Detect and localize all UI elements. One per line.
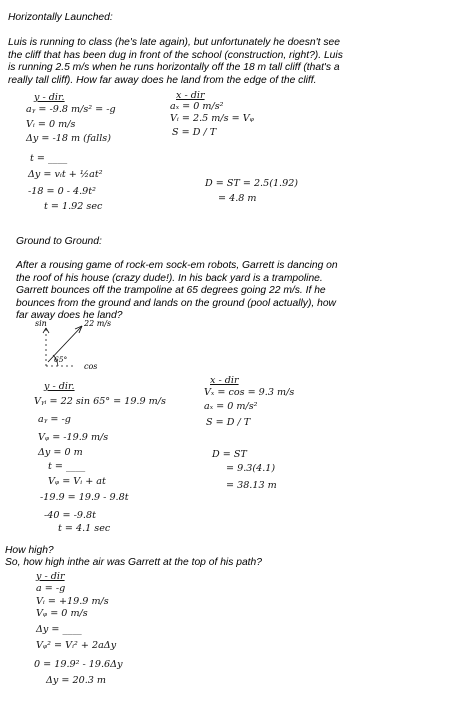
xdir-header: x - dir	[210, 375, 239, 386]
work-line: Δy = -18 m (falls)	[26, 133, 111, 144]
answer-line: = 9.3(4.1)	[226, 463, 276, 474]
work-line: t = ____	[48, 461, 86, 472]
velocity-vector-diagram	[28, 318, 118, 374]
work-line: Vᵧᵢ = 22 sin 65° = 19.9 m/s	[34, 396, 166, 407]
work-line: Vᵢ = +19.9 m/s	[36, 596, 109, 607]
diagram-sin-label: sin	[35, 319, 47, 328]
answer-line: = 4.8 m	[218, 193, 257, 204]
work-line: Vᵩ = Vᵢ + at	[48, 476, 106, 487]
problem-line: really tall cliff). How far away does he land from the edge of the cliff.	[8, 74, 317, 86]
section1-heading: Horizontally Launched:	[8, 12, 113, 23]
work-line: t = ____	[30, 153, 68, 164]
work-line: Vᵢ = 2.5 m/s = Vᵩ	[170, 113, 254, 124]
section1-problem	[8, 37, 468, 87]
ydir-header: y - dir.	[34, 92, 65, 103]
ydir-header: y - dir.	[44, 381, 75, 392]
work-line: Vₓ = cos = 9.3 m/s	[204, 387, 295, 398]
diagram-angle-label: 65°	[54, 355, 68, 364]
problem-line: Garrett bounces off the trampoline at 65 degrees going 22 m/s. If he	[16, 285, 326, 297]
problem-line: the cliff that has been dug in front of the school (construction, right?). Luis	[8, 49, 343, 61]
work-line: t = 1.92 sec	[44, 201, 103, 212]
xdir-header: x - dir	[176, 90, 205, 101]
problem-line: After a rousing game of rock-em sock-em robots, Garrett is dancing on	[16, 260, 338, 271]
work-line: aₓ = 0 m/s²	[204, 401, 258, 412]
work-line: -18 = 0 - 4.9t²	[28, 186, 96, 197]
work-line: S = D / T	[206, 417, 251, 428]
answer-line: D = ST = 2.5(1.92)	[205, 178, 299, 189]
work-line: Δy = 20.3 m	[46, 675, 106, 686]
problem-line: Luis is running to class (he's late again), but unfortunately he doesn't see	[8, 37, 340, 48]
work-line: Vᵩ = 0 m/s	[36, 608, 88, 619]
answer-line: = 38.13 m	[226, 480, 277, 491]
work-line: Vᵩ = -19.9 m/s	[38, 432, 109, 443]
work-line: 0 = 19.9² - 19.6Δy	[34, 659, 123, 670]
problem-line: is running 2.5 m/s when he runs horizontally off the 18 m tall cliff (that's a	[8, 62, 340, 74]
work-line: Δy = vᵢt + ½at²	[28, 169, 103, 180]
diagram-speed-label: 22 m/s	[84, 319, 112, 328]
section2-heading: Ground to Ground:	[16, 236, 102, 247]
answer-line: D = ST	[212, 449, 247, 460]
diagram-cos-label: cos	[84, 362, 98, 371]
problem-line: the roof of his house (crazy dude!). In his back yard is a trampoline.	[16, 272, 323, 284]
work-line: -19.9 = 19.9 - 9.8t	[40, 492, 129, 503]
work-line: Δy = ____	[36, 624, 82, 635]
work-line: Δy = 0 m	[38, 447, 83, 458]
work-line: S = D / T	[172, 127, 217, 138]
work-line: aᵧ = -g	[38, 414, 71, 425]
problem-line: far away does he land?	[16, 310, 123, 322]
section2-problem	[16, 260, 466, 323]
work-line: aᵧ = -9.8 m/s² = -g	[26, 104, 116, 115]
work-line: a = -g	[36, 583, 66, 594]
work-line: -40 = -9.8t	[44, 510, 96, 521]
work-line: aₓ = 0 m/s²	[170, 101, 224, 112]
work-line: t = 4.1 sec	[58, 523, 111, 534]
work-line: Vᵢ = 0 m/s	[26, 119, 76, 130]
section3-question: So, how high inthe air was Garrett at the top of his path?	[5, 557, 262, 568]
section3-heading: How high?	[5, 545, 54, 556]
ydir-header: y - dir	[36, 571, 65, 582]
work-line: Vᵩ² = Vᵢ² + 2aΔy	[36, 640, 117, 651]
problem-line: bounces from the ground and lands on the ground (pool actually), how	[16, 297, 336, 309]
